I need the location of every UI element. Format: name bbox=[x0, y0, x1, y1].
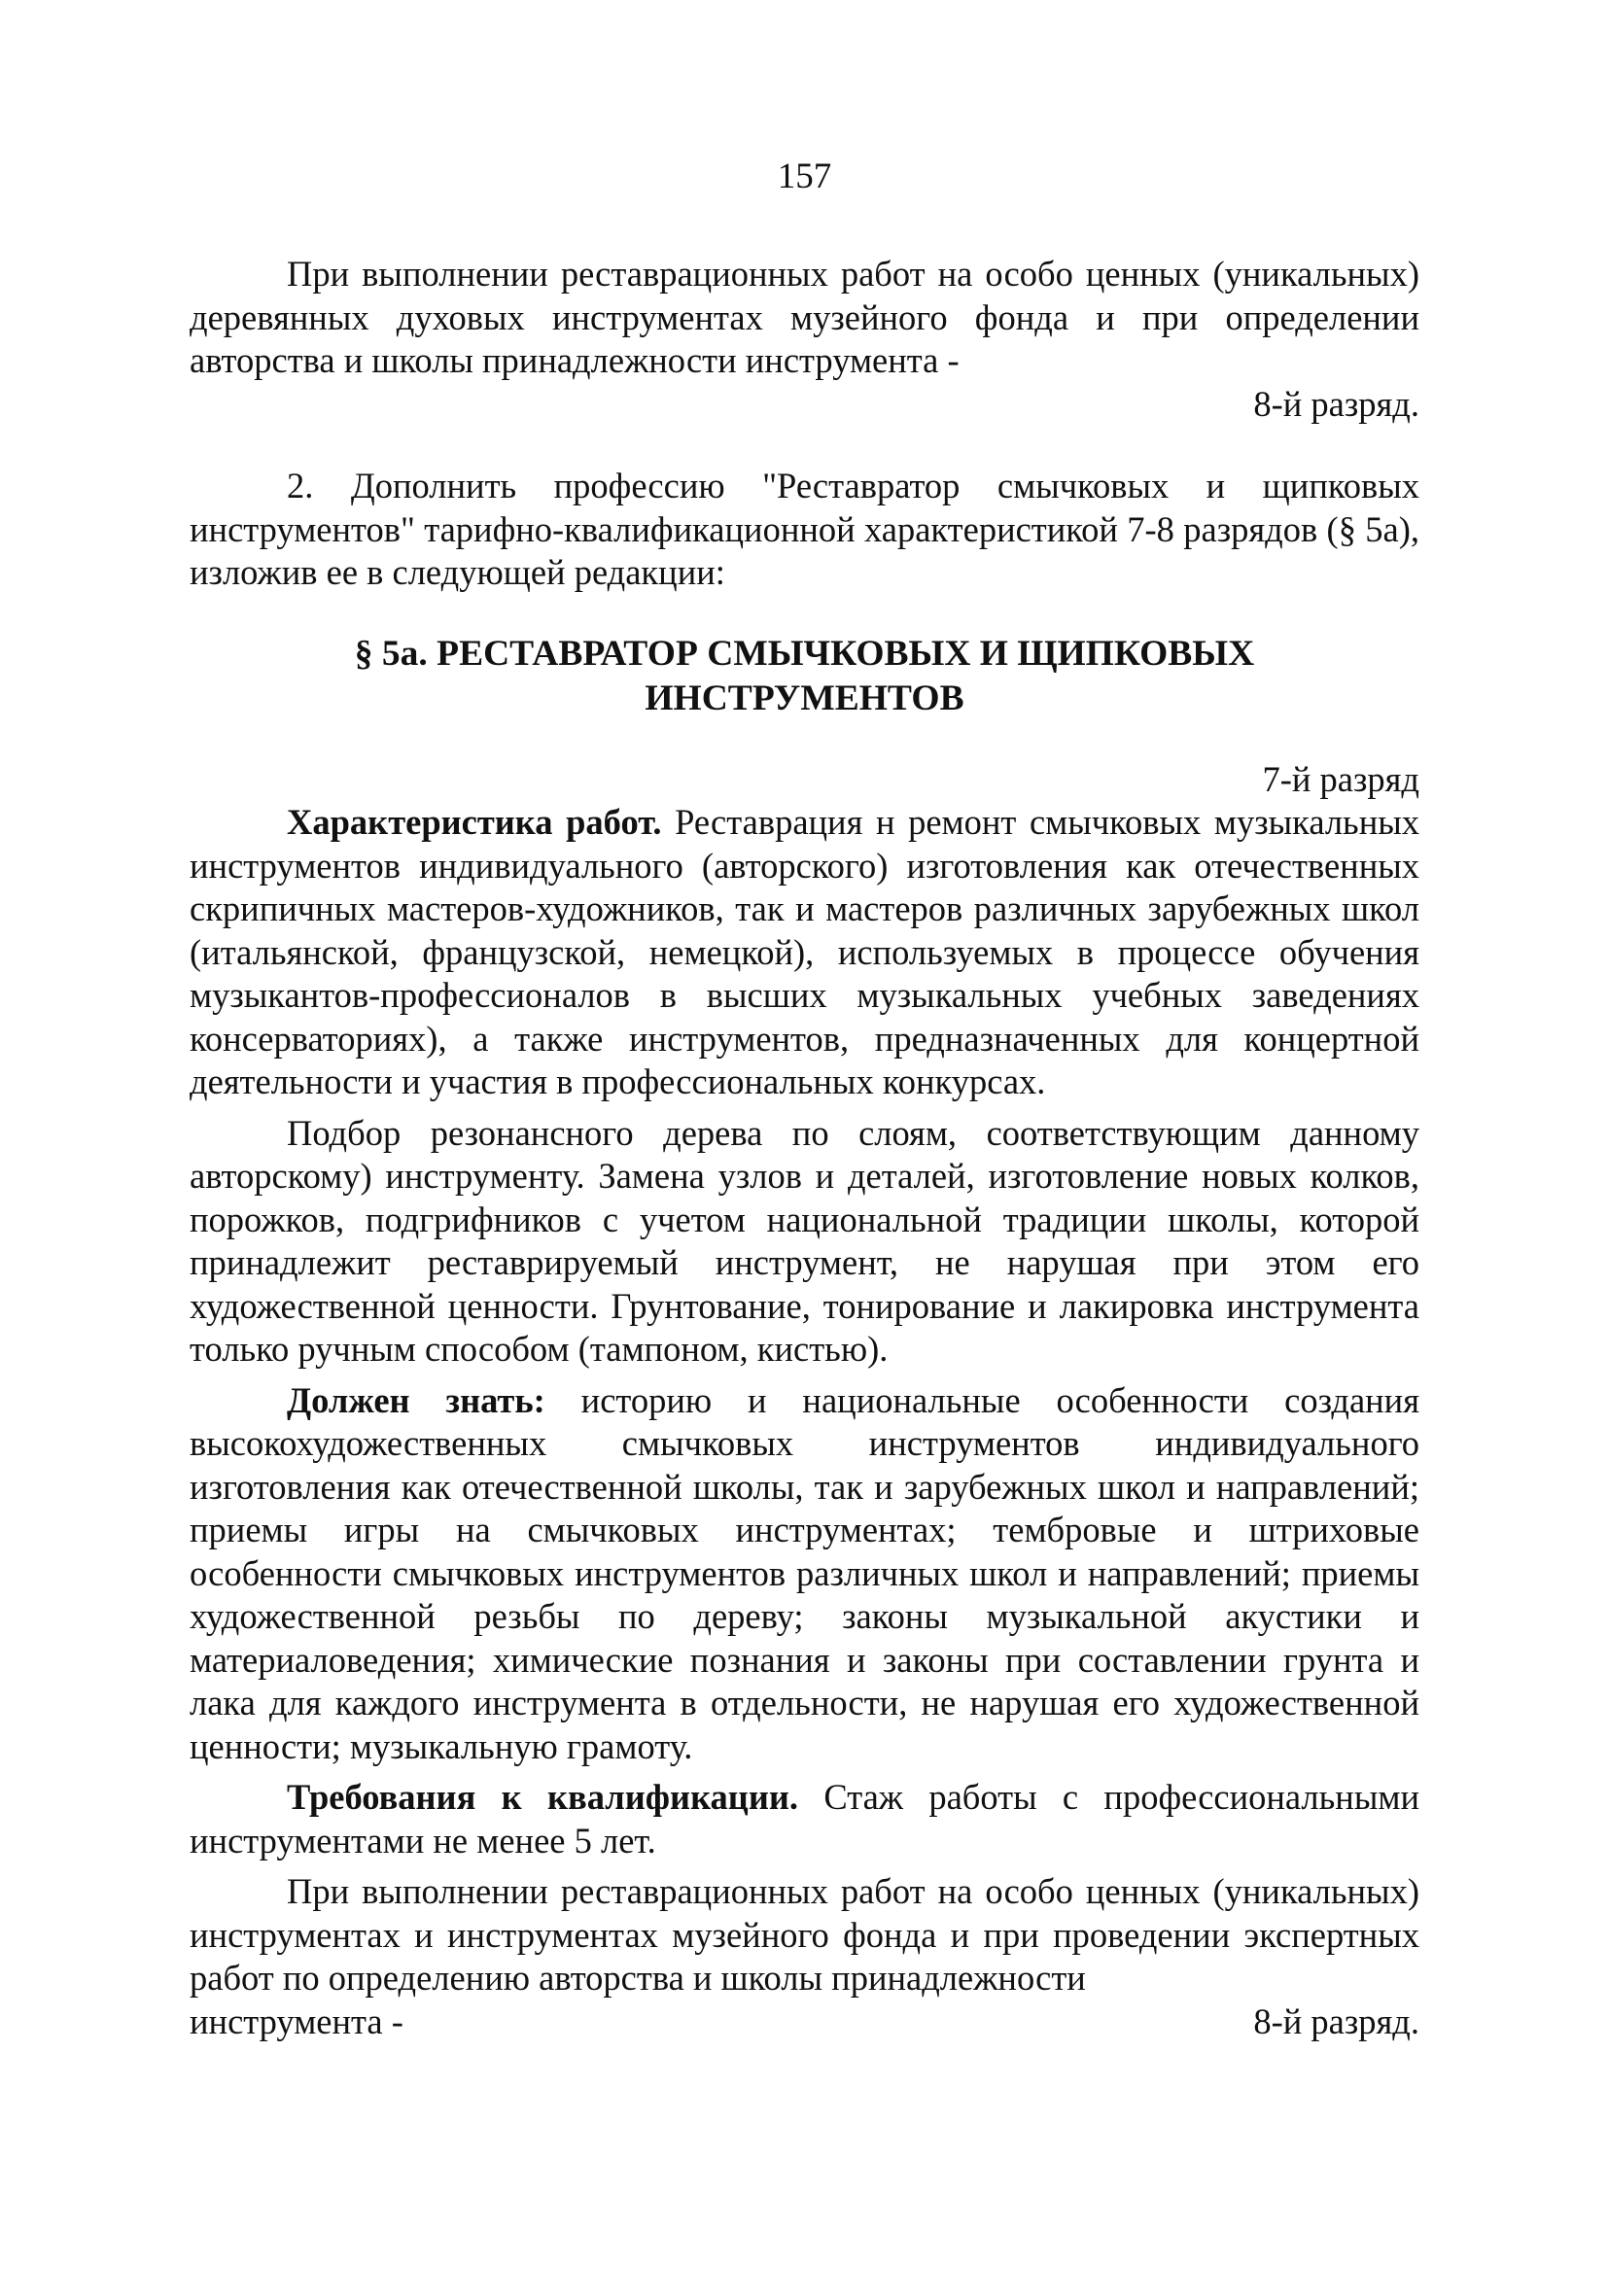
requirements-label: Требования к квалификации. bbox=[287, 1777, 799, 1817]
unique-rank-line bbox=[190, 2000, 1419, 2044]
section-heading-line-2: ИНСТРУМЕНТОВ bbox=[645, 678, 964, 718]
intro-rank-line bbox=[190, 383, 1419, 427]
must-know-text: историю и национальные особенности создания высокохудожественных смычковых инструментов индивидуального изготовления как отечественной школы, так и зарубежных школ и направлений; приемы игры на смычковых инструментах; тембровые и штриховые особенности смычковых инструментов различных школ и направлений; приемы художественной резьбы по дереву; законы музыкальной акустики и материаловедения; химические познания и законы при составлении грунта и лака для каждого инструмента в отдельности, не нарушая его художественной ценности; музыкальную грамоту. bbox=[190, 1379, 1420, 1766]
item-2-paragraph: 2. Дополнить профессию "Реставратор смычковых и щипковых инструментов" тарифно-квалификационной характеристикой 7-8 разрядов (§ 5а), изложив ее в следующей редакции: bbox=[190, 466, 1419, 592]
work-characteristics-text: Реставрация н ремонт смычковых музыкальных инструментов индивидуального (авторского) изготовления как отечественных скрипичных мастеров-художников, так и мастеров различных зарубежных школ (итальянской, французской, немецкой), используемых в процессе обучения музыкантов-профессионалов в высших музыкальных учебных заведениях консерваториях), а также инструментов, предназначенных для концертной деятельности и участия в профессиональных конкурсах. bbox=[190, 802, 1420, 1101]
intro-rank: 8-й разряд. bbox=[1253, 383, 1419, 424]
work-characteristics-paragraph bbox=[190, 801, 1419, 1104]
unique-rank: 8-й разряд. bbox=[1253, 2000, 1419, 2041]
unique-text: При выполнении реставрационных работ на особо ценных (уникальных) инструментах и инструментах музейного фонда и при проведении экспертных работ по определению авторства и школы принадлежности bbox=[190, 1871, 1419, 1998]
unique-last-line: инструмента - bbox=[190, 2000, 403, 2041]
requirements-paragraph bbox=[190, 1776, 1419, 1862]
requirements-text: Стаж работы с профессиональными инструментами не менее 5 лет. bbox=[190, 1777, 1419, 1861]
page-number: 157 bbox=[777, 157, 832, 196]
unique-paragraph bbox=[190, 1870, 1419, 2043]
rank-7-label: 7-й разряд bbox=[1262, 758, 1419, 799]
must-know-label: Должен знать: bbox=[287, 1379, 545, 1420]
must-know-paragraph bbox=[190, 1379, 1419, 1769]
section-heading-line-1: § 5а. РЕСТАВРАТОР СМЫЧКОВЫХ И ЩИПКОВЫХ bbox=[354, 633, 1255, 674]
selection-paragraph: Подбор резонансного дерева по слоям, соответствующим данному авторскому) инструменту. Замена узлов и деталей, изготовление новых колков, порожков, подгрифников с учетом национальной традиции школы, которой принадлежит реставрируемый инструмент, не нарушая при этом его художественной ценности. Грунтование, тонирование и лакировка инструмента только ручным способом (тампоном, кистью). bbox=[190, 1112, 1419, 1369]
document-page bbox=[190, 156, 1419, 2043]
work-characteristics-label: Характеристика работ. bbox=[287, 802, 662, 842]
section-heading bbox=[190, 632, 1419, 721]
intro-paragraph bbox=[190, 253, 1419, 426]
intro-text: При выполнении реставрационных работ на особо ценных (уникальных) деревянных духовых инструментах музейного фонда и при определении авторства и школы принадлежности инструмента - bbox=[190, 254, 1419, 380]
